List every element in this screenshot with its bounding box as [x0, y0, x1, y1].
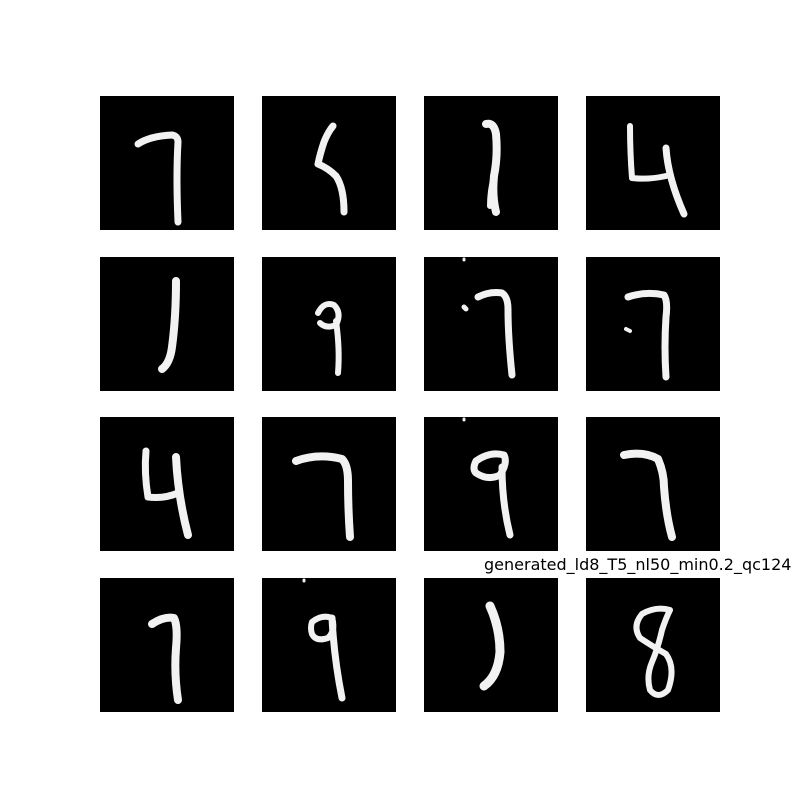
handwritten-digit-9 — [262, 578, 396, 712]
digit-tile-r3c3 — [424, 417, 558, 551]
digit-tile-r1c2 — [262, 96, 396, 230]
digit-tile-r4c3 — [424, 578, 558, 712]
digit-tile-r2c1 — [100, 257, 234, 391]
figure-caption: generated_ld8_T5_nl50_min0.2_qc124 — [484, 555, 792, 574]
digit-tile-r1c1 — [100, 96, 234, 230]
digit-tile-r1c4 — [586, 96, 720, 230]
handwritten-digit-1 — [424, 96, 558, 230]
handwritten-digit-7 — [586, 417, 720, 551]
handwritten-digit-9 — [262, 257, 396, 391]
handwritten-digit-9 — [424, 417, 558, 551]
digit-tile-r4c1 — [100, 578, 234, 712]
digit-tile-r2c2 — [262, 257, 396, 391]
handwritten-digit-8 — [586, 578, 720, 712]
handwritten-digit-4 — [586, 96, 720, 230]
handwritten-digit-5 — [262, 96, 396, 230]
digit-tile-r4c4 — [586, 578, 720, 712]
digit-tile-r2c3 — [424, 257, 558, 391]
digit-tile-r3c2 — [262, 417, 396, 551]
handwritten-digit-7 — [586, 257, 720, 391]
digit-tile-r3c1 — [100, 417, 234, 551]
handwritten-digit-7 — [100, 578, 234, 712]
handwritten-digit-7 — [262, 417, 396, 551]
digit-tile-r4c2 — [262, 578, 396, 712]
digit-tile-r2c4 — [586, 257, 720, 391]
handwritten-digit-4 — [100, 417, 234, 551]
handwritten-digit-1 — [424, 578, 558, 712]
handwritten-digit-7 — [100, 96, 234, 230]
handwritten-digit-7 — [424, 257, 558, 391]
handwritten-digit-1 — [100, 257, 234, 391]
digit-tile-r3c4 — [586, 417, 720, 551]
digit-tile-r1c3 — [424, 96, 558, 230]
